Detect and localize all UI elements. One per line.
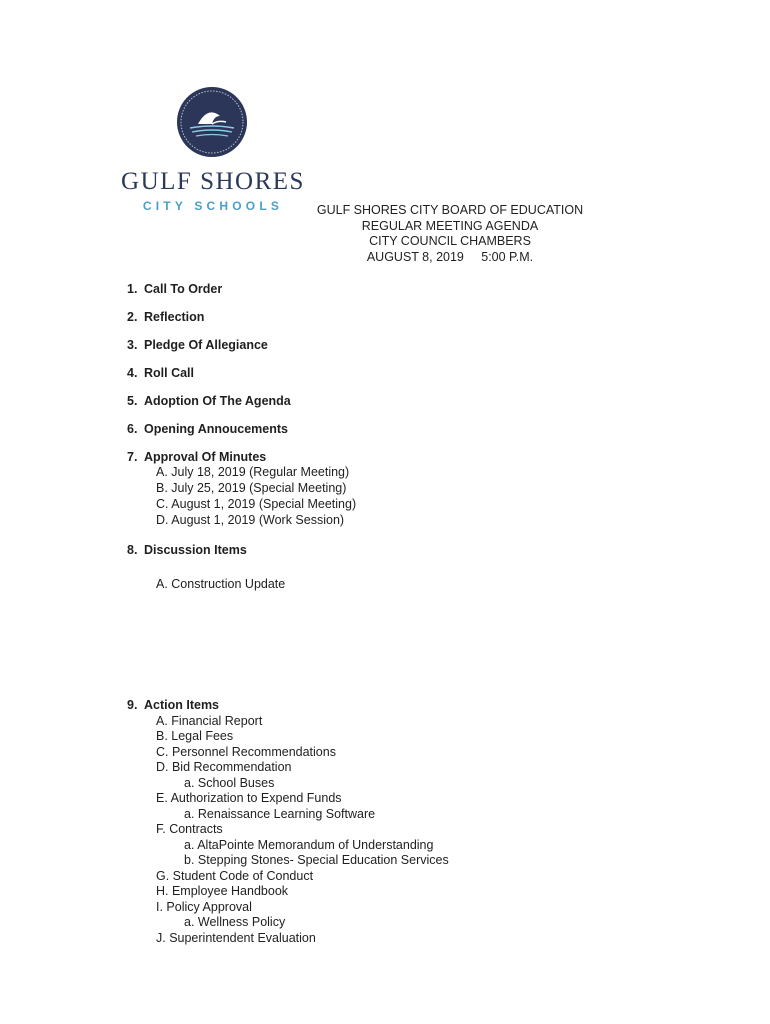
minutes-subitem: A. July 18, 2019 (Regular Meeting) — [156, 465, 350, 479]
action-subitem: G. Student Code of Conduct — [156, 869, 314, 883]
agenda-item: 4. Roll Call — [127, 366, 195, 380]
header-meeting-type: REGULAR MEETING AGENDA — [361, 218, 539, 233]
logo-subtitle: CITY SCHOOLS — [142, 199, 284, 213]
action-subitem: H. Employee Handbook — [156, 884, 289, 898]
action-subsubitem: a. Renaissance Learning Software — [184, 807, 376, 821]
action-subitem: F. Contracts — [156, 822, 223, 836]
seal-emblem-icon — [176, 86, 248, 158]
discussion-subitem: A. Construction Update — [156, 577, 286, 591]
action-subsubitem: b. Stepping Stones- Special Education Services — [184, 853, 449, 867]
agenda-item: 8. Discussion Items — [127, 543, 247, 557]
action-subitem: A. Financial Report — [156, 714, 263, 728]
agenda-item: 7. Approval Of Minutes — [127, 450, 267, 464]
action-subitem: B. Legal Fees — [156, 729, 234, 743]
header-date-time: AUGUST 8, 2019 5:00 P.M. — [366, 249, 534, 264]
action-subitem: D. Bid Recommendation — [156, 760, 292, 774]
header-board-name: GULF SHORES CITY BOARD OF EDUCATION — [316, 203, 584, 217]
action-subsubitem: a. School Buses — [184, 776, 275, 790]
agenda-item: 6. Opening Annoucements — [127, 422, 288, 436]
header-location: CITY COUNCIL CHAMBERS — [369, 234, 531, 249]
agenda-item: 9. Action Items — [127, 698, 220, 712]
action-subsubitem: a. AltaPointe Memorandum of Understanding — [184, 838, 434, 852]
action-subitem: I. Policy Approval — [156, 900, 252, 914]
action-subitem: C. Personnel Recommendations — [156, 745, 336, 759]
action-subitem: J. Superintendent Evaluation — [156, 931, 316, 945]
agenda-item: 2. Reflection — [127, 310, 205, 324]
school-logo — [112, 84, 312, 216]
agenda-item: 1. Call To Order — [127, 282, 223, 296]
agenda-item: 3. Pledge Of Allegiance — [127, 338, 268, 352]
agenda-header — [300, 203, 600, 265]
minutes-subitem: B. July 25, 2019 (Special Meeting) — [156, 481, 347, 495]
agenda-item: 5. Adoption Of The Agenda — [127, 394, 291, 408]
minutes-subitem: C. August 1, 2019 (Special Meeting) — [156, 497, 357, 511]
action-subsubitem: a. Wellness Policy — [184, 915, 286, 929]
minutes-subitem: D. August 1, 2019 (Work Session) — [156, 513, 345, 527]
action-subitem: E. Authorization to Expend Funds — [156, 791, 342, 805]
logo-wordmark: GULF SHORES — [121, 168, 305, 195]
